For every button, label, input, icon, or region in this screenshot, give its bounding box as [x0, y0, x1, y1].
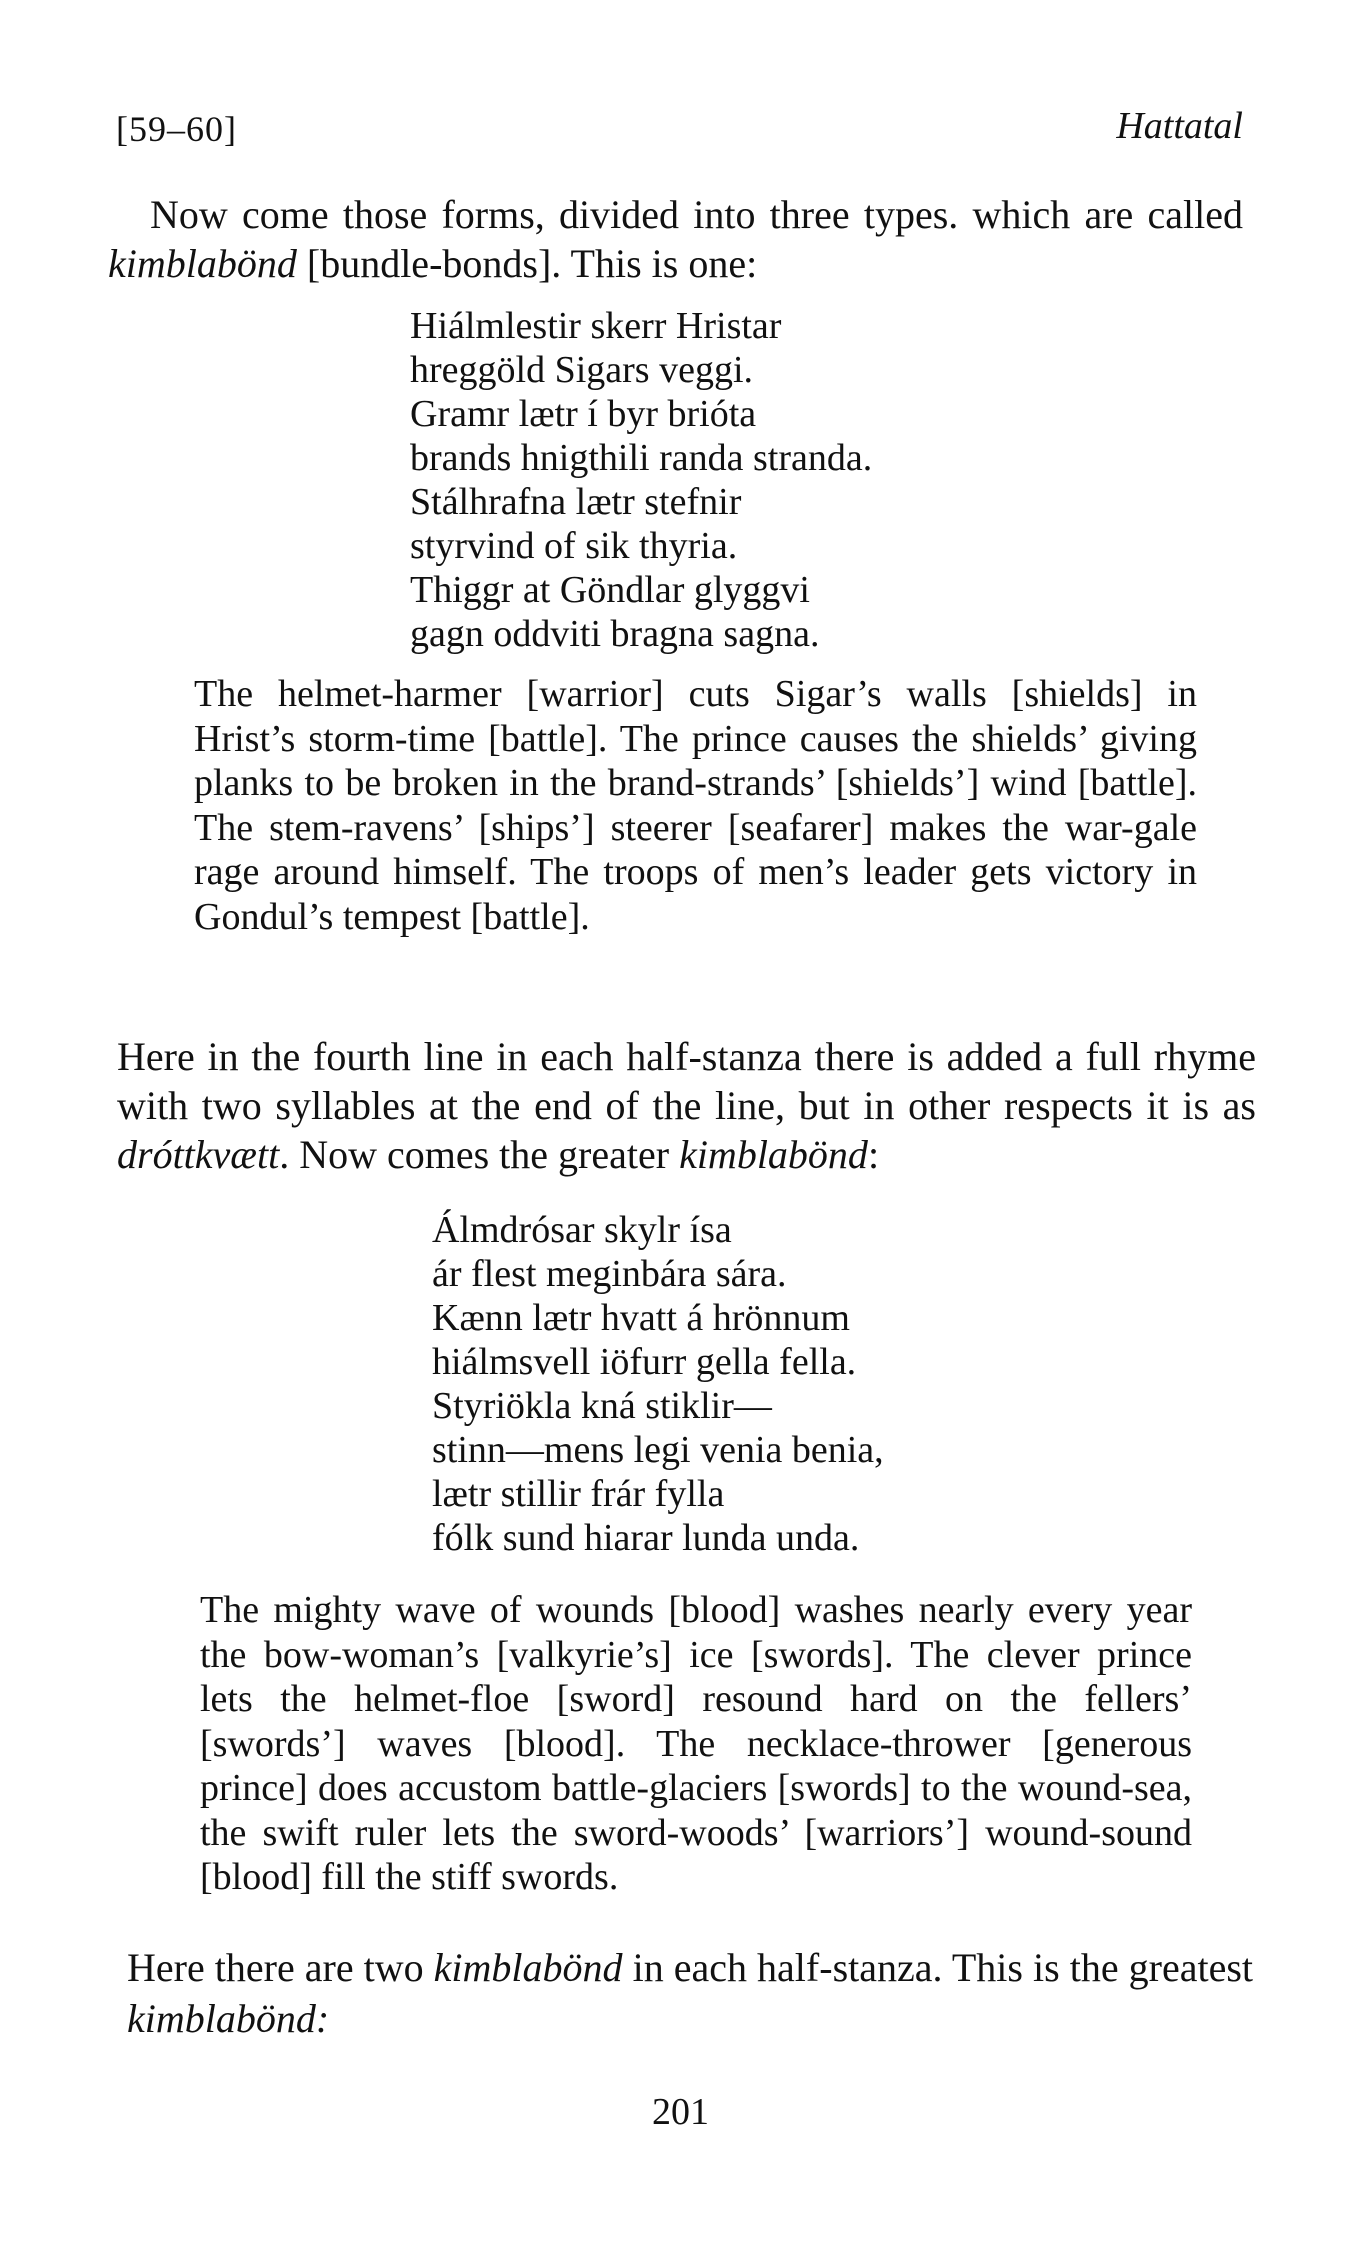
- stanza-line: fólk sund hiarar lunda unda.: [432, 1517, 860, 1559]
- stanza-line: lætr stillir frár fylla: [432, 1473, 725, 1515]
- closing-text-2: in each half-stanza. This is the greatest: [622, 1945, 1254, 1990]
- stanza-line: Thiggr at Göndlar glyggvi: [410, 569, 810, 611]
- stanza-line: brands hnigthili randa stranda.: [410, 437, 873, 479]
- stanza-line: hreggöld Sigars veggi.: [410, 349, 754, 391]
- term-drottkvaett: dróttkvætt: [117, 1132, 280, 1177]
- commentary-text-3: :: [867, 1132, 880, 1177]
- intro-text-1: Now come those forms, divided into three types. which are called: [150, 192, 1243, 237]
- stanza-two: [432, 1208, 884, 1560]
- stanza-line: Styriökla kná stiklir—: [432, 1385, 772, 1427]
- stanza-line: ár flest meginbára sára.: [432, 1253, 787, 1295]
- running-head-section: [59–60]: [116, 109, 237, 149]
- stanza-line: hiálmsvell iöfurr gella fella.: [432, 1341, 857, 1383]
- stanza-line: Kænn lætr hvatt á hrönnum: [432, 1297, 850, 1339]
- commentary-text-2: . Now comes the greater: [279, 1132, 680, 1177]
- stanza-line: stinn—mens legi venia benia,: [432, 1429, 884, 1471]
- stanza-line: Hiálmlestir skerr Hristar: [410, 305, 782, 347]
- term-kimblabond: kimblabönd:: [127, 1996, 330, 2041]
- translation-one: The helmet-harmer [warrior] cuts Sigar’s walls [shields] in Hrist’s storm-time [battle]. The prince causes the shields’ giving planks to be broken in the brand-strands’ [shields’] wind [battle]. The stem-ravens’ [ships’] steerer [seafarer] makes the war-gale rage around himself. The troops of men’s leader gets victory in Gondul’s tempest [battle].: [194, 673, 1197, 938]
- stanza-one: [410, 304, 872, 656]
- commentary-text-1: Here in the fourth line in each half-stanza there is added a full rhyme with two syllables at the end of the line, but in other respects it is as: [117, 1034, 1256, 1128]
- closing-paragraph: [127, 1942, 1253, 2044]
- intro-paragraph: [108, 190, 1243, 288]
- intro-text-2: [bundle-bonds]. This is one:: [296, 241, 758, 286]
- translation-two: The mighty wave of wounds [blood] washes nearly every year the bow-woman’s [valkyrie’s] ice [swords]. The clever prince lets the helmet-floe [sword] resound hard on the fellers’ [swords’] waves [blood]. The necklace-thrower [generous prince] does accustom battle-glaciers [swords] to the wound-sea, the swift ruler lets the sword-woods’ [warriors’] wound-sound [blood] fill the stiff swords.: [200, 1589, 1192, 1898]
- page-number: 201: [652, 2091, 709, 2133]
- stanza-line: Álmdrósar skylr ísa: [432, 1209, 732, 1251]
- stanza-line: gagn oddviti bragna sagna.: [410, 613, 820, 655]
- term-kimblabond: kimblabönd: [108, 241, 297, 286]
- stanza-line: styrvind of sik thyria.: [410, 525, 738, 567]
- running-head-title: Hattatal: [1116, 105, 1243, 147]
- term-kimblabond: kimblabönd: [679, 1132, 868, 1177]
- stanza-line: Gramr lætr í byr brióta: [410, 393, 757, 435]
- term-kimblabond: kimblabönd: [433, 1945, 623, 1990]
- commentary-paragraph: [117, 1032, 1256, 1179]
- stanza-line: Stálhrafna lætr stefnir: [410, 481, 742, 523]
- closing-text-1: Here there are two: [127, 1945, 434, 1990]
